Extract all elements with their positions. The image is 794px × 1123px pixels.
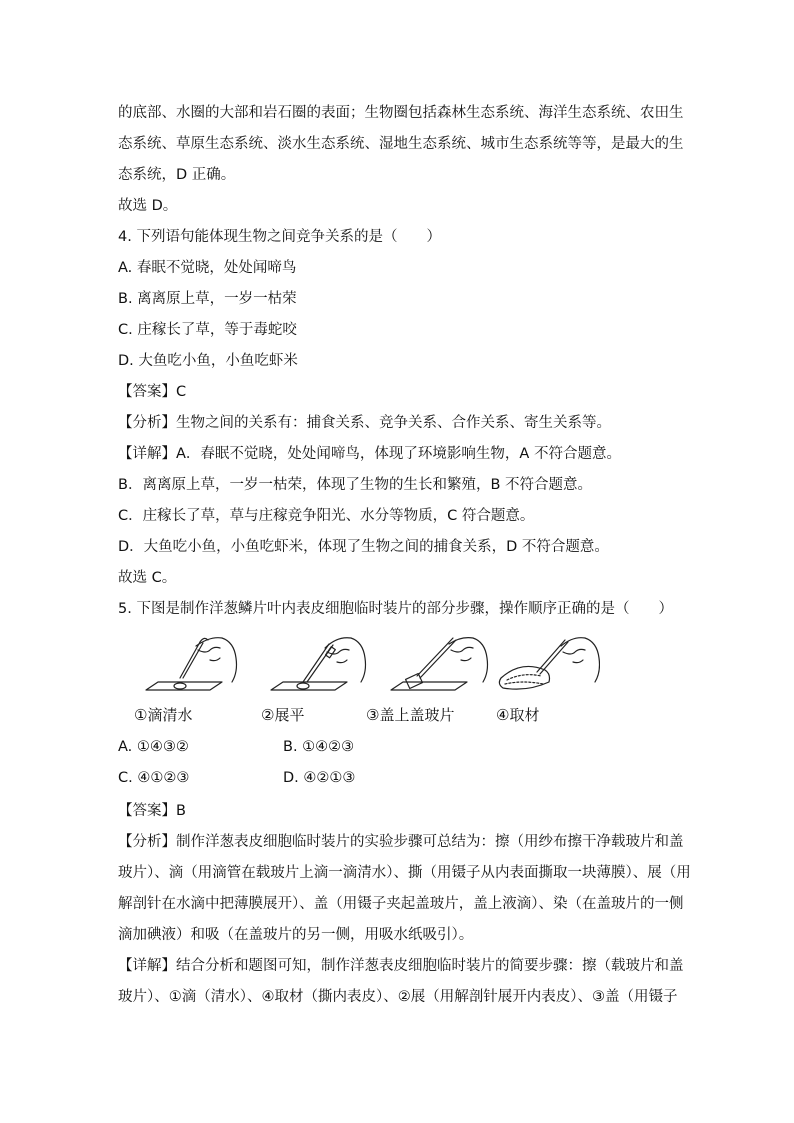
q5-option-c: C. ④①②③ bbox=[118, 770, 190, 786]
text-line: D．大鱼吃小鱼，小鱼吃虾米，体现了生物之间的捕食关系，D 不符合题意。 bbox=[118, 539, 609, 555]
q5-answer: 【答案】B bbox=[118, 803, 186, 819]
text-line: B．离离原上草，一岁一枯荣，体现了生物的生长和繁殖，B 不符合题意。 bbox=[118, 477, 593, 493]
q4-conclusion: 故选 C。 bbox=[118, 570, 177, 586]
step-3-caption: ③盖上盖玻片 bbox=[366, 706, 455, 724]
text-line: 态系统，D 正确。 bbox=[118, 167, 236, 183]
q4-option-d: D. 大鱼吃小鱼，小鱼吃虾米 bbox=[118, 353, 298, 369]
q4-option-a: A. 春眠不觉晓，处处闻啼鸟 bbox=[118, 260, 297, 276]
q4-option-c: C. 庄稼长了草，等于毒蛇咬 bbox=[118, 322, 297, 338]
text-line: C．庄稼长了草，草与庄稼竞争阳光、水分等物质，C 符合题意。 bbox=[118, 508, 535, 524]
q4-analysis: 【分析】生物之间的关系有：捕食关系、竞争关系、合作关系、寄生关系等。 bbox=[118, 415, 611, 431]
q5-option-d: D. ④②①③ bbox=[283, 770, 356, 786]
step-2-illustration bbox=[271, 638, 366, 690]
text-line: 的底部、水圈的大部和岩石圈的表面；生物圈包括森林生态系统、海洋生态系统、农田生 bbox=[118, 105, 684, 121]
question-4-stem: 4. 下列语句能体现生物之间竞争关系的是（ ） bbox=[118, 229, 441, 245]
q5-analysis: 【分析】制作洋葱表皮细胞临时装片的实验步骤可总结为：擦（用纱布擦干净载玻片和盖 bbox=[118, 834, 684, 850]
q5-detail: 【详解】结合分析和题图可知，制作洋葱表皮细胞临时装片的简要步骤：擦（载玻片和盖 bbox=[118, 958, 684, 974]
step-1-caption: ①滴清水 bbox=[134, 706, 193, 724]
step-4-illustration bbox=[499, 638, 599, 689]
q4-option-b: B. 离离原上草，一岁一枯荣 bbox=[118, 291, 297, 307]
text-line: 滴加碘液）和吸（在盖玻片的另一侧，用吸水纸吸引）。 bbox=[118, 927, 474, 943]
step-3-illustration bbox=[391, 638, 488, 690]
q5-option-a: A. ①④③② bbox=[118, 739, 189, 755]
text-line: 玻片）、滴（用滴管在载玻片上滴一滴清水）、撕（用镊子从内表面撕取一块薄膜）、展（用 bbox=[118, 865, 691, 881]
step-2-caption: ②展平 bbox=[261, 706, 305, 724]
procedure-figure bbox=[130, 630, 600, 730]
step-1-illustration bbox=[146, 638, 237, 690]
procedure-illustrations bbox=[130, 630, 600, 702]
q5-option-b: B. ①④②③ bbox=[283, 739, 355, 755]
text-line: 故选 D。 bbox=[118, 198, 178, 214]
question-5-stem: 5. 下图是制作洋葱鳞片叶内表皮细胞临时装片的部分步骤，操作顺序正确的是（ ） bbox=[118, 601, 673, 617]
q4-detail: 【详解】A．春眠不觉晓，处处闻啼鸟，体现了环境影响生物，A 不符合题意。 bbox=[118, 446, 621, 462]
q4-answer: 【答案】C bbox=[118, 384, 187, 400]
step-4-caption: ④取材 bbox=[496, 706, 540, 724]
text-line: 解剖针在水滴中把薄膜展开）、盖（用镊子夹起盖玻片，盖上液滴）、染（在盖玻片的一侧 bbox=[118, 896, 684, 912]
text-line: 态系统、草原生态系统、淡水生态系统、湿地生态系统、城市生态系统等等，是最大的生 bbox=[118, 136, 684, 152]
text-line: 玻片）、①滴（清水）、④取材（撕内表皮）、②展（用解剖针展开内表皮）、③盖（用镊子 bbox=[118, 989, 678, 1005]
